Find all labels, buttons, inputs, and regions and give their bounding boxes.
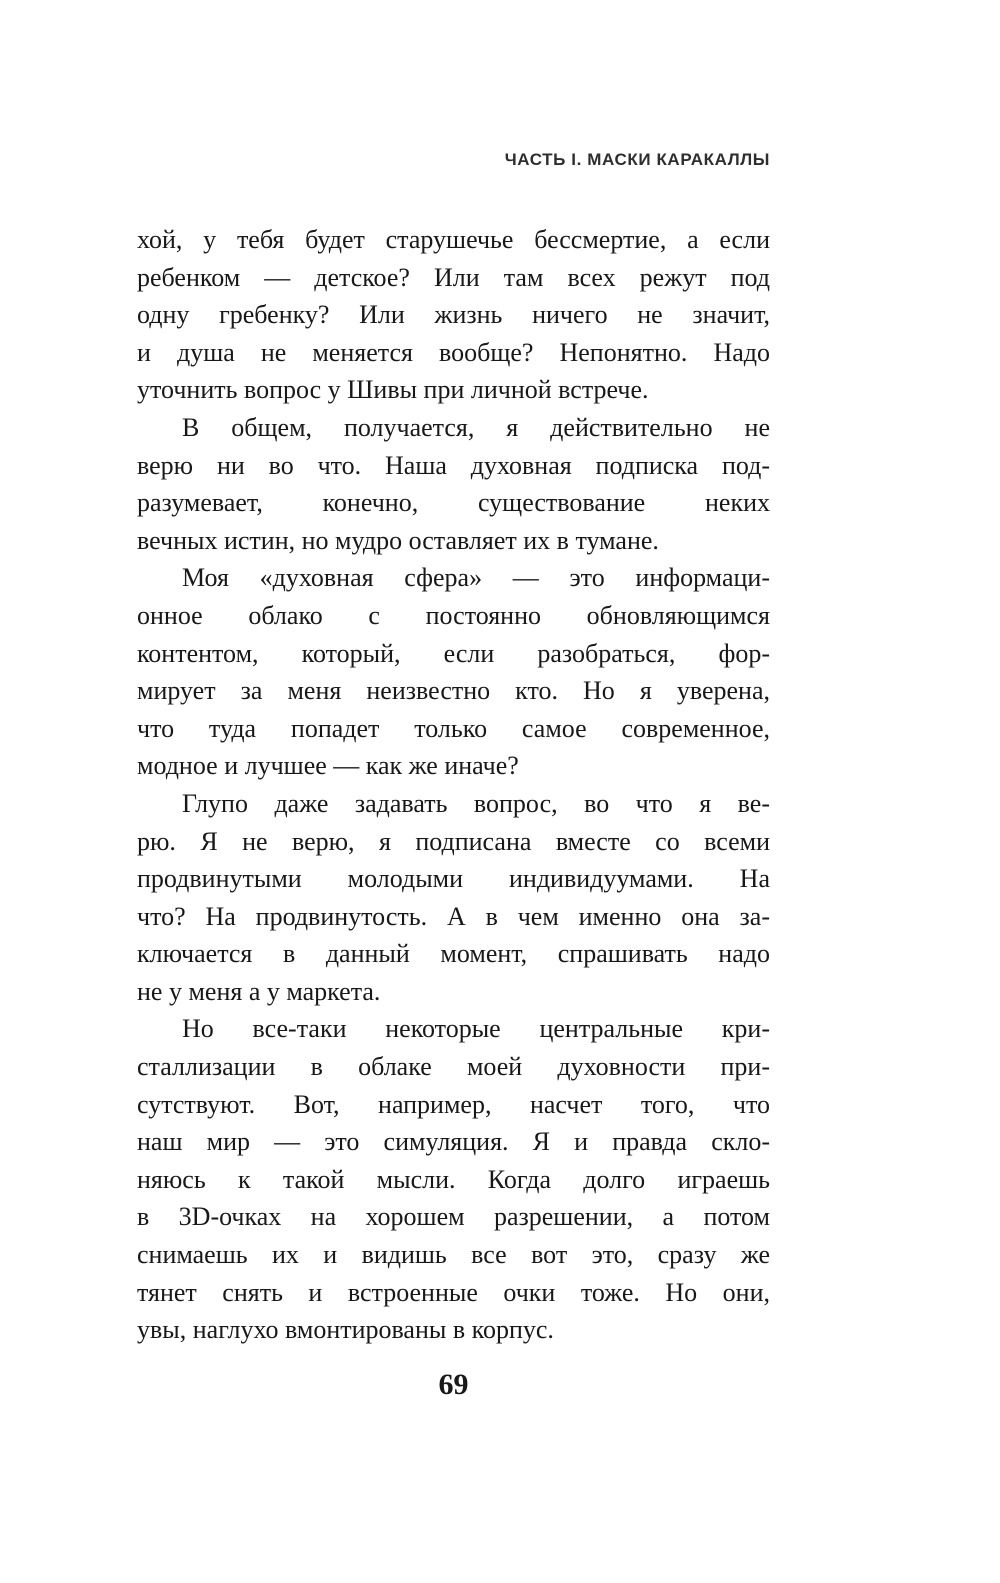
text-line: контентом, который, если разобраться, фор-	[137, 638, 770, 668]
text-line: модное и лучшее — как же иначе?	[137, 751, 519, 781]
text-line: В общем, получается, я действительно не	[182, 412, 770, 442]
text-line: сутствуют. Вот, например, насчет того, что	[137, 1089, 770, 1119]
text-line: Глупо даже задавать вопрос, во что я ве-	[182, 788, 770, 818]
paragraph	[137, 559, 770, 785]
paragraph	[137, 1010, 770, 1348]
text-line: вечных истин, но мудро оставляет их в тумане.	[137, 525, 659, 555]
paragraph	[137, 409, 770, 559]
text-line: ключается в данный момент, спрашивать надо	[137, 939, 770, 969]
text-line: увы, наглухо вмонтированы в корпус.	[137, 1315, 554, 1345]
text-line: Но все-таки некоторые центральные кри-	[182, 1014, 770, 1044]
text-line: рю. Я не верю, я подписана вместе со всеми	[137, 826, 770, 856]
text-line: снимаешь их и видишь все вот это, сразу же	[137, 1240, 770, 1270]
text-line: что туда попадет только самое современное,	[137, 713, 770, 743]
text-line: верю ни во что. Наша духовная подписка под-	[137, 450, 770, 480]
text-line: продвинутыми молодыми индивидуумами. На	[137, 864, 770, 894]
page-number: 69	[438, 1368, 469, 1401]
paragraph	[137, 221, 770, 409]
text-line: няюсь к такой мысли. Когда долго играешь	[137, 1164, 770, 1194]
text-line: уточнить вопрос у Шивы при личной встрече.	[137, 375, 649, 405]
text-line: хой, у тебя будет старушечье бессмертие, а если	[137, 225, 770, 254]
text-line: что? На продвинутость. А в чем именно она за-	[137, 901, 770, 931]
text-line: ребенком — детское? Или там всех режут под	[137, 262, 770, 292]
text-line: одну гребенку? Или жизнь ничего не значит,	[137, 300, 770, 330]
paragraph	[137, 785, 770, 1011]
running-head: ЧАСТЬ I. МАСКИ КАРАКАЛЛЫ	[504, 150, 770, 169]
text-line: не у меня а у маркета.	[137, 976, 381, 1006]
text-line: разумевает, конечно, существование неких	[137, 488, 770, 518]
text-line: тянет снять и встроенные очки тоже. Но они,	[137, 1277, 770, 1307]
text-line: наш мир — это симуляция. Я и правда скло-	[137, 1127, 770, 1157]
text-line: в 3D-очках на хорошем разрешении, а потом	[137, 1202, 770, 1232]
text-line: мирует за меня неизвестно кто. Но я уверена,	[137, 676, 770, 706]
text-line: сталлизации в облаке моей духовности при-	[137, 1052, 770, 1082]
body-text	[137, 221, 770, 1349]
text-line: Моя «духовная сфера» — это информаци-	[182, 563, 770, 593]
text-line: онное облако с постоянно обновляющимся	[137, 600, 770, 630]
text-line: и душа не меняется вообще? Непонятно. Надо	[137, 337, 770, 367]
